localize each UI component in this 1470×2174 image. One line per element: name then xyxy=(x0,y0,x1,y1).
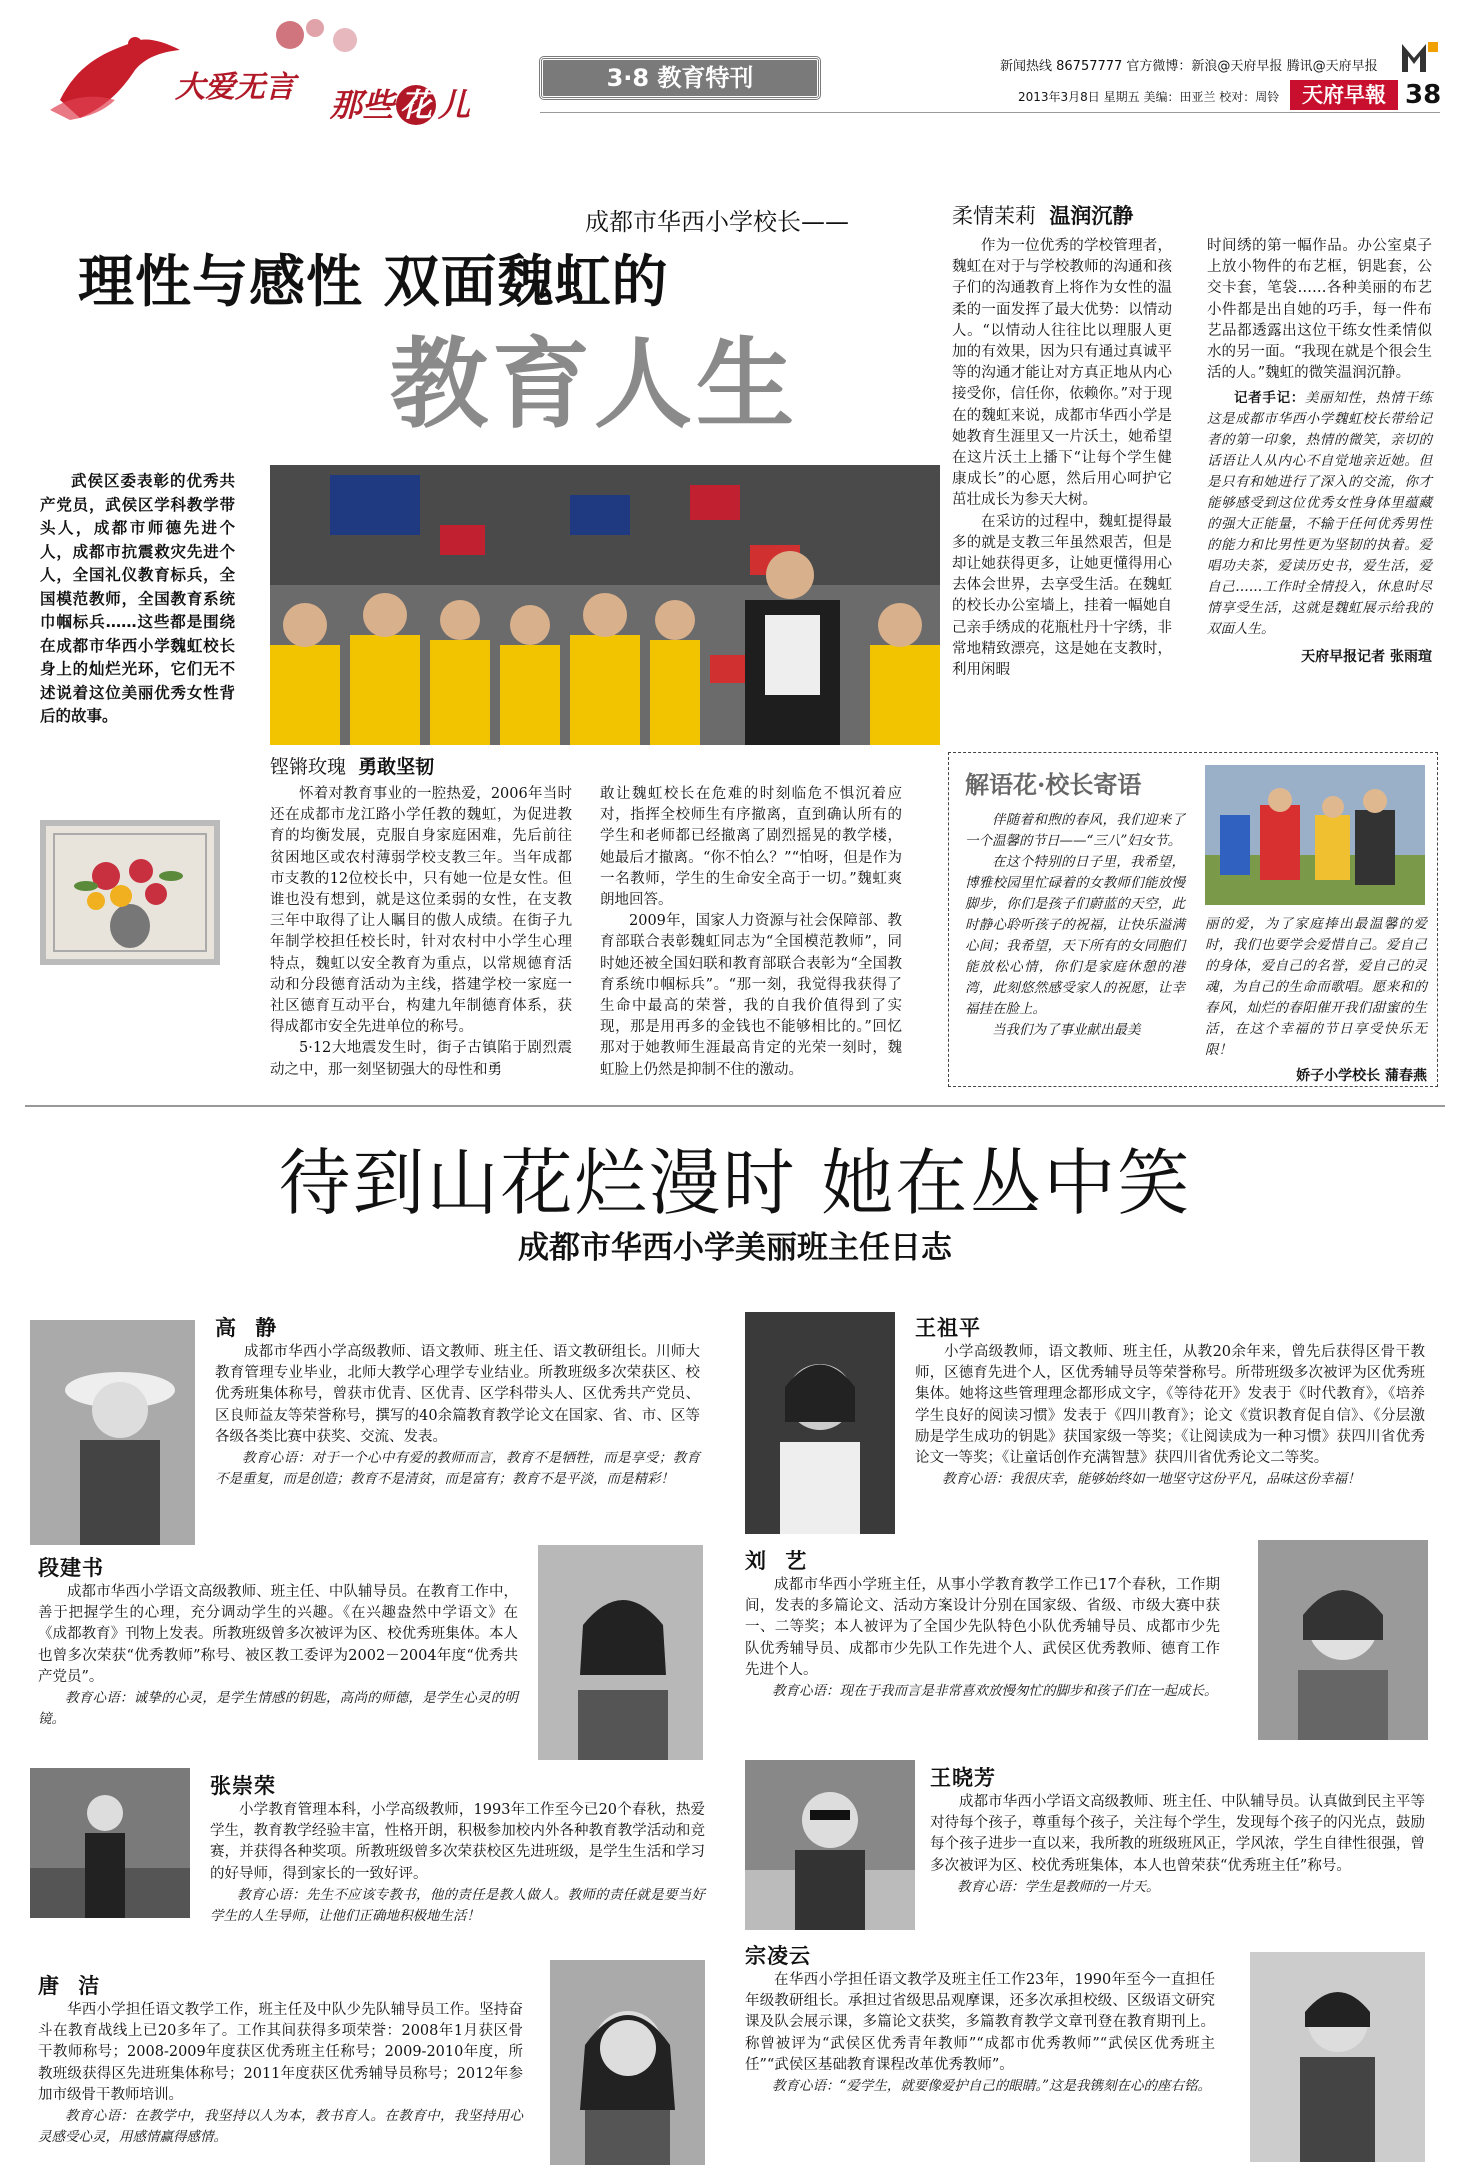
teacher-name-tang: 唐 洁 xyxy=(38,1974,106,1998)
section-title: 3·8 教育特刊 xyxy=(606,64,754,92)
dancer-logo xyxy=(40,30,190,125)
dateline: 2013年3月8日 星期五 美编：田亚兰 校对：周铃 xyxy=(1018,90,1280,104)
teacher-quote: 教育心语：“爱学生，就要像爱护自己的眼睛。”这是我镌刻在心的座右铭。 xyxy=(772,2078,1212,2095)
section-badge xyxy=(540,57,820,99)
letter-p1: 伴随着和煦的春风，我们迎来了一个温馨的节日——“三八”妇女节。 xyxy=(965,812,1185,849)
col1-para2: 5·12大地震发生时，街子古镇陷于剧烈震动之中，那一刻坚韧强大的母性和勇 xyxy=(270,1040,572,1078)
teacher-photo-zhang xyxy=(30,1768,190,1918)
letter-col1 xyxy=(965,810,1185,1041)
teacher-name-duan: 段建书 xyxy=(38,1556,104,1580)
principal-photo xyxy=(270,465,940,745)
letter-title: 解语花·校长寄语 xyxy=(965,770,1142,799)
teacher-bio: 成都市华西小学高级教师、语文教师、班主任、语文教研组长。川师大教育管理专业毕业，北师大教学心理学专业结业。所教班级多次荣获区、校优秀班集体称号，曾获市优青、区优青、区学科带头人、区优秀共产党员、区良师益友等荣誉称号，撰写的40余篇教育教学论文在国家、省、市、区等各级各类比赛中获奖、交流、发表。 xyxy=(215,1344,700,1445)
story1-headline-b: 教育人生 xyxy=(390,328,799,442)
hotline: 新闻热线 86757777 官方微博：新浪@天府早报 腾讯@天府早报 xyxy=(1000,59,1378,74)
banner-er: 儿 xyxy=(438,86,471,124)
embroidery-photo xyxy=(40,820,220,965)
banner-hua-badge: 花 xyxy=(396,85,436,125)
teacher-bio: 成都市华西小学语文高级教师、班主任、中队辅导员。在教育工作中，善于把握学生的心理，充分调动学生的兴趣。《在兴趣盎然中学语文》在《成都教育》刊物上发表。所教班级曾多次被评为区、校优秀班集体。本人也曾多次荣获“优秀教师”称号、被区教工委评为2002－2004年度“优秀共产党员”。 xyxy=(38,1584,518,1685)
story1-col3 xyxy=(952,236,1172,681)
letter-signature: 娇子小学校长 蒲春燕 xyxy=(1296,1068,1427,1084)
teacher-photo-wangxiaofang xyxy=(745,1760,915,1930)
teacher-bio: 小学教育管理本科，小学高级教师，1993年工作至今已20个春秋，热爱学生，教育教学经验丰富，性格开朗，积极参加校内外各种教育教学活动和竞赛，并获得各种奖项。所教班级曾多次荣获校区先进班级，是学生生活和学习的好导师，得到家长的一致好评。 xyxy=(210,1802,705,1882)
teacher-quote: 教育心语：在教学中，我坚持以人为本，教书育人。在教育中，我坚持用心灵感受心灵，用感情赢得感情。 xyxy=(38,2108,523,2146)
story1-col4 xyxy=(1207,236,1432,666)
col2-para2: 2009年，国家人力资源与社会保障部、教育部联合表彰魏虹同志为“全国模范教师”，同时她还被全国妇联和教育部联合表彰为“全国教育系统巾帼标兵”。“那一刻，我觉得我获得了生命中最高的荣誉，我的自我价值得到了实现，那是用再多的金钱也不能够相比的。”回忆那对于她教师生涯最高肯定的光荣一刻时，魏虹脸上仍然是抑制不住的激动。 xyxy=(600,913,902,1078)
col4-para1: 时间绣的第一幅作品。办公室桌子上放小物件的布艺框，钥匙套，公交卡套，笔袋……各种美丽的布艺小件都是出自她的巧手，每一件布艺品都透露出这位干练女性柔情似水的另一面。“我现在就是个很会生活的人。”魏虹的微笑温润沉静。 xyxy=(1207,238,1432,382)
col3-para1: 作为一位优秀的学校管理者，魏虹在对于与学校教师的沟通和孩子们的沟通教育上将作为女性的温柔的一面发挥了最大优势：以情动人。“以情动人往往比以理服人更加的有效果，因为只有通过真诚平等的沟通才能让对方真正地从内心接受你，信任你，依赖你。”对于现在的魏虹来说，成都市华西小学是她教育生涯里又一片沃土，她希望在这片沃土上播下“让每个学生健康成长”的心愿，然后用心呵护它茁壮成长为参天大树。 xyxy=(952,238,1172,509)
teacher-name-wangzuping: 王祖平 xyxy=(915,1316,981,1340)
note-text: 美丽知性，热情干练这是成都市华西小学魏虹校长带给记者的第一印象，热情的微笑，亲切的话语让人从内心不自觉地亲近她。但是只有和她进行了深入的交流，你才能够感受到这位优秀女性身体里蕴藏的强大正能量，不输于任何优秀男性的能力和比男性更为坚韧的执着。爱唱功夫茶，爱读历史书，爱生活，爱自己……工作时全情投入，休息时尽情享受生活，这就是魏虹展示给我的双面人生。 xyxy=(1207,390,1433,638)
story1-col1 xyxy=(270,784,572,1081)
note-label: 记者手记： xyxy=(1234,390,1305,407)
sub2-b: 温润沉静 xyxy=(1049,204,1134,228)
letter-p3: 当我们为了事业献出最美 xyxy=(992,1022,1141,1038)
teacher-text-wangzuping xyxy=(915,1342,1425,1490)
banner-title-a: 大爱无言 xyxy=(175,70,295,105)
teacher-photo-tang xyxy=(550,1960,705,2165)
teacher-name-wangxiaofang: 王晓芳 xyxy=(930,1766,996,1790)
teacher-name-zong: 宗凌云 xyxy=(745,1944,811,1968)
m-logo-icon xyxy=(1400,40,1440,74)
teacher-bio: 华西小学担任语文教学工作，班主任及中队少先队辅导员工作。坚持奋斗在教育战线上已20多年了。工作其间获得多项荣誉：2008年1月获区骨干教师称号；2008-2009年度获区优秀班主任称号；2009-2010年度，所教班级获得区先进班集体称号；2011年度获区优秀辅导员称号；2012年参加市级骨干教师培训。 xyxy=(38,2002,523,2103)
sub1-heading xyxy=(270,752,434,779)
teacher-text-liuyi xyxy=(745,1575,1220,1702)
sub1-b: 勇敢坚韧 xyxy=(358,756,435,778)
col3-para2: 在采访的过程中，魏虹提得最多的就是支教三年虽然艰苦，但是却让她获得更多，让她更懂得用心去体会世界，去享受生活。在魏虹的校长办公室墙上，挂着一幅她自己亲手绣成的花瓶杜丹十字绣，非常地精致漂亮，这是她在支教时，利用闲暇 xyxy=(952,513,1172,679)
sub2-a: 柔情茉莉 xyxy=(952,204,1036,228)
banner-title-b-text: 那些 xyxy=(330,86,395,124)
story1-kicker: 成都市华西小学校长—— xyxy=(585,208,849,236)
teacher-photo-zong xyxy=(1250,1952,1425,2162)
sub2-heading xyxy=(952,200,1133,230)
flower-decoration xyxy=(260,10,390,70)
reporter-byline: 天府早报记者 张雨瑄 xyxy=(1301,649,1432,666)
teacher-bio: 在华西小学担任语文教学及班主任工作23年，1990年至今一直担任年级教研组长。承担过省级思品观摩课，还多次承担校级、区级语文研究课及队会展示课，多篇论文获奖，多篇教育教学文章刊登在教育期刊上。称曾被评为“武侯区优秀青年教师”“成都市优秀教师”“武侯区优秀班主任”“武侯区基础教育课程改革优秀教师”。 xyxy=(745,1972,1215,2073)
teacher-name-liuyi: 刘 艺 xyxy=(745,1549,813,1573)
teacher-photo-duan xyxy=(538,1545,703,1760)
teacher-photo-liuyi xyxy=(1258,1540,1428,1740)
teacher-text-zhang xyxy=(210,1800,705,1927)
masthead xyxy=(0,0,1470,124)
teacher-bio: 成都市华西小学班主任，从事小学教育教学工作已17个春秋，工作期间，发表的多篇论文、活动方案设计分别在国家级、省级、市级大赛中获一、二等奖；本人被评为了全国少先队特色小队优秀辅导员、成都市少先队优秀辅导员、成都市少先队工作先进个人、武侯区优秀教师、德育工作先进个人。 xyxy=(745,1577,1220,1678)
letter-photo xyxy=(1205,765,1425,905)
teacher-text-zong xyxy=(745,1970,1215,2097)
section-divider xyxy=(25,1105,1445,1107)
teacher-text-duan xyxy=(38,1582,518,1730)
teacher-text-gao xyxy=(215,1342,700,1490)
teacher-photo-gao xyxy=(30,1320,195,1545)
banner-title-b xyxy=(330,80,470,126)
sub1-a: 铿锵玫瑰 xyxy=(270,756,347,778)
teacher-text-tang xyxy=(38,2000,523,2148)
teacher-photo-wangzuping xyxy=(745,1312,895,1534)
letter-p3b: 丽的爱，为了家庭捧出最温馨的爱时，我们也要学会爱惜自己。爱自己的身体，爱自己的名誉，爱自己的灵魂，为自己的生命而歌唱。愿来和的春风，灿烂的春阳催开我们甜蜜的生活，在这个幸福的节日享受快乐无限！ xyxy=(1205,916,1427,1058)
reporter-note xyxy=(1207,388,1432,640)
teacher-text-wangxiaofang xyxy=(930,1792,1425,1898)
teacher-name-zhang: 张崇荣 xyxy=(210,1774,276,1798)
story1-headline: 理性与感性 双面魏虹的 xyxy=(78,250,669,315)
teacher-quote: 教育心语：学生是教师的一片天。 xyxy=(957,1878,1160,1895)
story2-headline: 待到山花烂漫时 她在丛中笑 xyxy=(278,1141,1192,1225)
teacher-quote: 教育心语：先生不应该专教书，他的责任是教人做人。教师的责任就是要当好学生的人生导师，让他们正确地积极地生活！ xyxy=(210,1886,705,1924)
teacher-quote: 教育心语：对于一个心中有爱的教师而言，教育不是牺牲，而是享受；教育不是重复，而是创造；教育不是清贫，而是富有；教育不是平淡，而是精彩！ xyxy=(215,1450,700,1488)
col2-para1: 敢让魏虹校长在危难的时刻临危不惧沉着应对，指挥全校师生有序撤离，直到确认所有的学生和老师都已经撤离了剧烈摇晃的教学楼，她最后才撤离。“你不怕么？”“怕呀，但是作为一名教师，学生的生命安全高于一切。”魏虹爽朗地回答。 xyxy=(600,786,902,909)
teacher-name-gao: 高 静 xyxy=(215,1316,283,1340)
story1-col2 xyxy=(600,784,902,1081)
teacher-quote: 教育心语：现在于我而言是非常喜欢放慢匆忙的脚步和孩子们在一起成长。 xyxy=(772,1683,1218,1700)
teacher-quote: 教育心语：诚挚的心灵，是学生情感的钥匙，高尚的师德，是学生心灵的明镜。 xyxy=(38,1690,518,1728)
col1-para1: 怀着对教育事业的一腔热爱，2006年当时还在成都市龙江路小学任教的魏虹，为促进教育的均衡发展，克服自身家庭困难，先后前往贫困地区或农村薄弱学校支教三年。当年成都市支教的12位校长中，只有她一位是女性。但谁也没有想到，就是这位柔弱的女性，在支教三年中取得了让人瞩目的傲人成绩。在街子九年制学校担任校长时，针对农村中小学生心理特点，魏虹以安全教育为重点，以常规德育活动和分段德育活动为主线，搭建学校一家庭一社区德育互动平台，构建九年制德育体系，获得成都市安全先进单位的称号。 xyxy=(270,786,572,1036)
paper-name: 天府早報 xyxy=(1290,80,1398,110)
teacher-quote: 教育心语：我很庆幸，能够始终如一地坚守这份平凡，品味这份幸福！ xyxy=(942,1471,1361,1488)
teacher-bio: 小学高级教师，语文教师、班主任，从教20余年来，曾先后获得区骨干教师，区德育先进个人，区优秀辅导员等荣誉称号。所带班级多次被评为区优秀班集体。她将这些管理理念都形成文字，《等待花开》发表于《时代教育》，《培养学生良好的阅读习惯》发表于《四川教育》；论文《赏识教育促自信》、《分层激励是学生成功的钥匙》获国家级一等奖；《让阅读成为一种习惯》获四川省优秀论文一等奖；《让童话创作充满智慧》获四川省优秀论文二等奖。 xyxy=(915,1344,1425,1467)
story2-subhead: 成都市华西小学美丽班主任日志 xyxy=(518,1230,952,1266)
header-rule xyxy=(540,112,1440,113)
page-number: 38 xyxy=(1405,80,1442,110)
story1-intro: 武侯区委表彰的优秀共产党员，武侯区学科教学带头人，成都市师德先进个人，成都市抗震救灾先进个人，全国礼仪教育标兵，全国模范教师，全国教育系统巾帼标兵……这些都是围绕在成都市华西小学魏虹校长身上的灿烂光环，它们无不述说着这位美丽优秀女性背后的故事。 xyxy=(40,472,235,725)
letter-col2 xyxy=(1205,914,1427,1085)
teacher-bio: 成都市华西小学语文高级教师、班主任、中队辅导员。认真做到民主平等对待每个孩子，尊重每个孩子，关注每个学生，发现每个孩子的闪光点，鼓励每个孩子进步一直以来，我所教的班级班风正，学风浓，学生自律性很强，曾多次被评为区、校优秀班集体，本人也曾荣获“优秀班主任”称号。 xyxy=(930,1794,1425,1874)
letter-p2: 在这个特别的日子里，我希望，博雅校园里忙碌着的女教师们能放慢脚步，你们是孩子们蔚蓝的天空，此时静心聆听孩子的祝福，让快乐溢满心间；我希望，天下所有的女同胞们能放松心情，你们是家庭休憩的港湾，此刻悠然感受家人的祝愿，让幸福挂在脸上。 xyxy=(965,854,1185,1017)
